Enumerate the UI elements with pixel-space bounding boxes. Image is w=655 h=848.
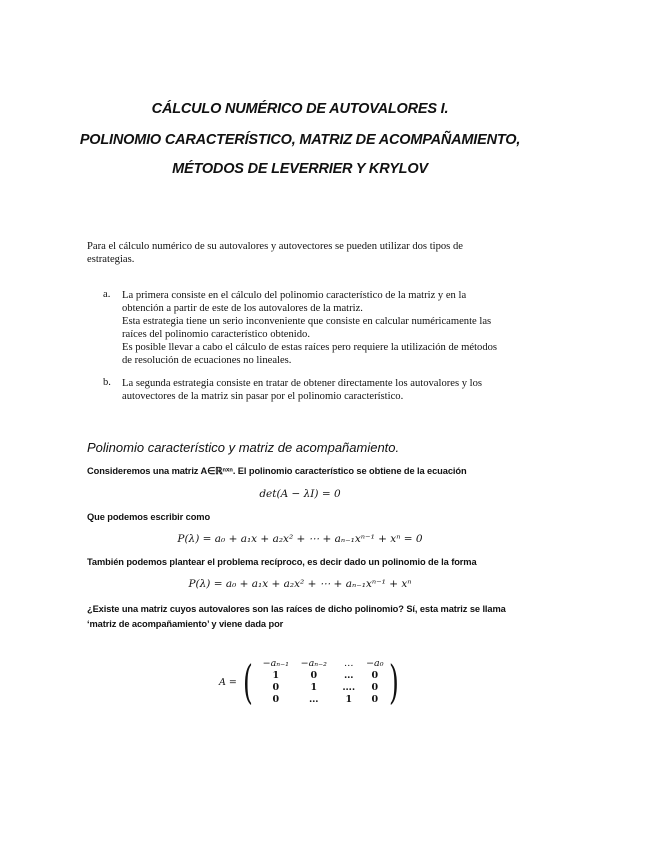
- matrix-cell: 0: [272, 682, 280, 693]
- list-marker-b: b.: [103, 377, 111, 388]
- paragraph-matrix-definition: Consideremos una matriz A∈ℝⁿˣⁿ. El polinomio característico se obtiene de la ecuación: [87, 466, 467, 476]
- list-item-a-line: de resolución de ecuaciones no lineales.: [122, 355, 292, 366]
- list-item-a-line: Es posible llevar a cabo el cálculo de estas raíces pero requiere la utilización de métodos: [122, 342, 498, 353]
- title-line-3: MÉTODOS DE LEVERRIER Y KRYLOV: [172, 161, 428, 177]
- matrix-cell: 0: [371, 682, 379, 693]
- section-heading: Polinomio característico y matriz de acompañamiento.: [87, 440, 400, 455]
- matrix-cell: …: [344, 658, 354, 669]
- matrix-cell: 0: [310, 670, 318, 681]
- matrix-cell: −aₙ₋₁: [262, 658, 289, 669]
- paragraph-rewrite: Que podemos escribir como: [87, 512, 211, 522]
- matrix-cell: 1: [310, 682, 318, 693]
- list-item-a: [122, 289, 542, 367]
- matrix-cell: 0: [371, 694, 379, 705]
- matrix-right-paren: ): [388, 655, 399, 709]
- list-item-a-line: Esta estrategia tiene un serio inconveniente que consiste en calcular numéricamente las: [122, 316, 492, 327]
- list-item-a-line: obtención a partir de este de los autovalores de la matriz.: [122, 303, 363, 314]
- list-marker-a: a.: [103, 289, 111, 300]
- matrix-grid: [257, 658, 385, 706]
- matrix-cell: …: [344, 670, 354, 681]
- title-line-2: POLINOMIO CARACTERÍSTICO, MATRIZ DE ACOMPAÑAMIENTO,: [79, 132, 521, 148]
- title-line-1: CÁLCULO NUMÉRICO DE AUTOVALORES I.: [151, 101, 449, 117]
- intro-line-1: Para el cálculo numérico de su autovalores y autovectores se pueden utilizar dos tipos de: [87, 241, 463, 252]
- matrix-cell: −a₀: [366, 658, 384, 669]
- matrix-cell: …: [309, 694, 319, 705]
- equation-polynomial: P(λ) = a₀ + a₁x + a₂x² + ⋯ + aₙ₋₁xⁿ⁻¹ + xⁿ = 0: [177, 533, 423, 545]
- matrix-cell: −aₙ₋₂: [300, 658, 327, 669]
- matrix-left-paren: (: [242, 655, 253, 709]
- matrix-cell: ….: [342, 682, 356, 693]
- companion-matrix: [219, 655, 403, 709]
- matrix-cell: 0: [371, 670, 379, 681]
- list-item-a-line: La primera consiste en el cálculo del polinomio característico de la matriz y en la: [122, 290, 467, 301]
- list-item-b-line: autovectores de la matriz sin pasar por el polinomio característico.: [122, 391, 404, 402]
- equation-characteristic: det(A − λI) = 0: [259, 488, 341, 500]
- matrix-cell: 1: [345, 694, 353, 705]
- list-item-a-line: raíces del polinomio característico obtenido.: [122, 329, 310, 340]
- list-item-b-line: La segunda estrategia consiste en tratar de obtener directamente los autovalores y los: [122, 378, 483, 389]
- matrix-cell: 0: [272, 694, 280, 705]
- matrix-lhs: A =: [219, 676, 237, 688]
- list-item-b: [122, 377, 542, 403]
- paragraph-reciprocal: También podemos plantear el problema recíproco, es decir dado un polinomio de la forma: [87, 557, 477, 567]
- companion-question-line-1: ¿Existe una matriz cuyos autovalores son las raíces de dicho polinomio? Sí, esta matriz se llama: [87, 604, 506, 614]
- companion-question-line-2: ‘matriz de acompañamiento’ y viene dada por: [87, 619, 284, 629]
- equation-polynomial-form: P(λ) = a₀ + a₁x + a₂x² + ⋯ + aₙ₋₁xⁿ⁻¹ + xⁿ: [188, 578, 412, 590]
- matrix-cell: 1: [272, 670, 280, 681]
- intro-paragraph: [87, 240, 567, 266]
- intro-line-2: estrategias.: [87, 254, 135, 265]
- paragraph-companion-question: [87, 602, 557, 632]
